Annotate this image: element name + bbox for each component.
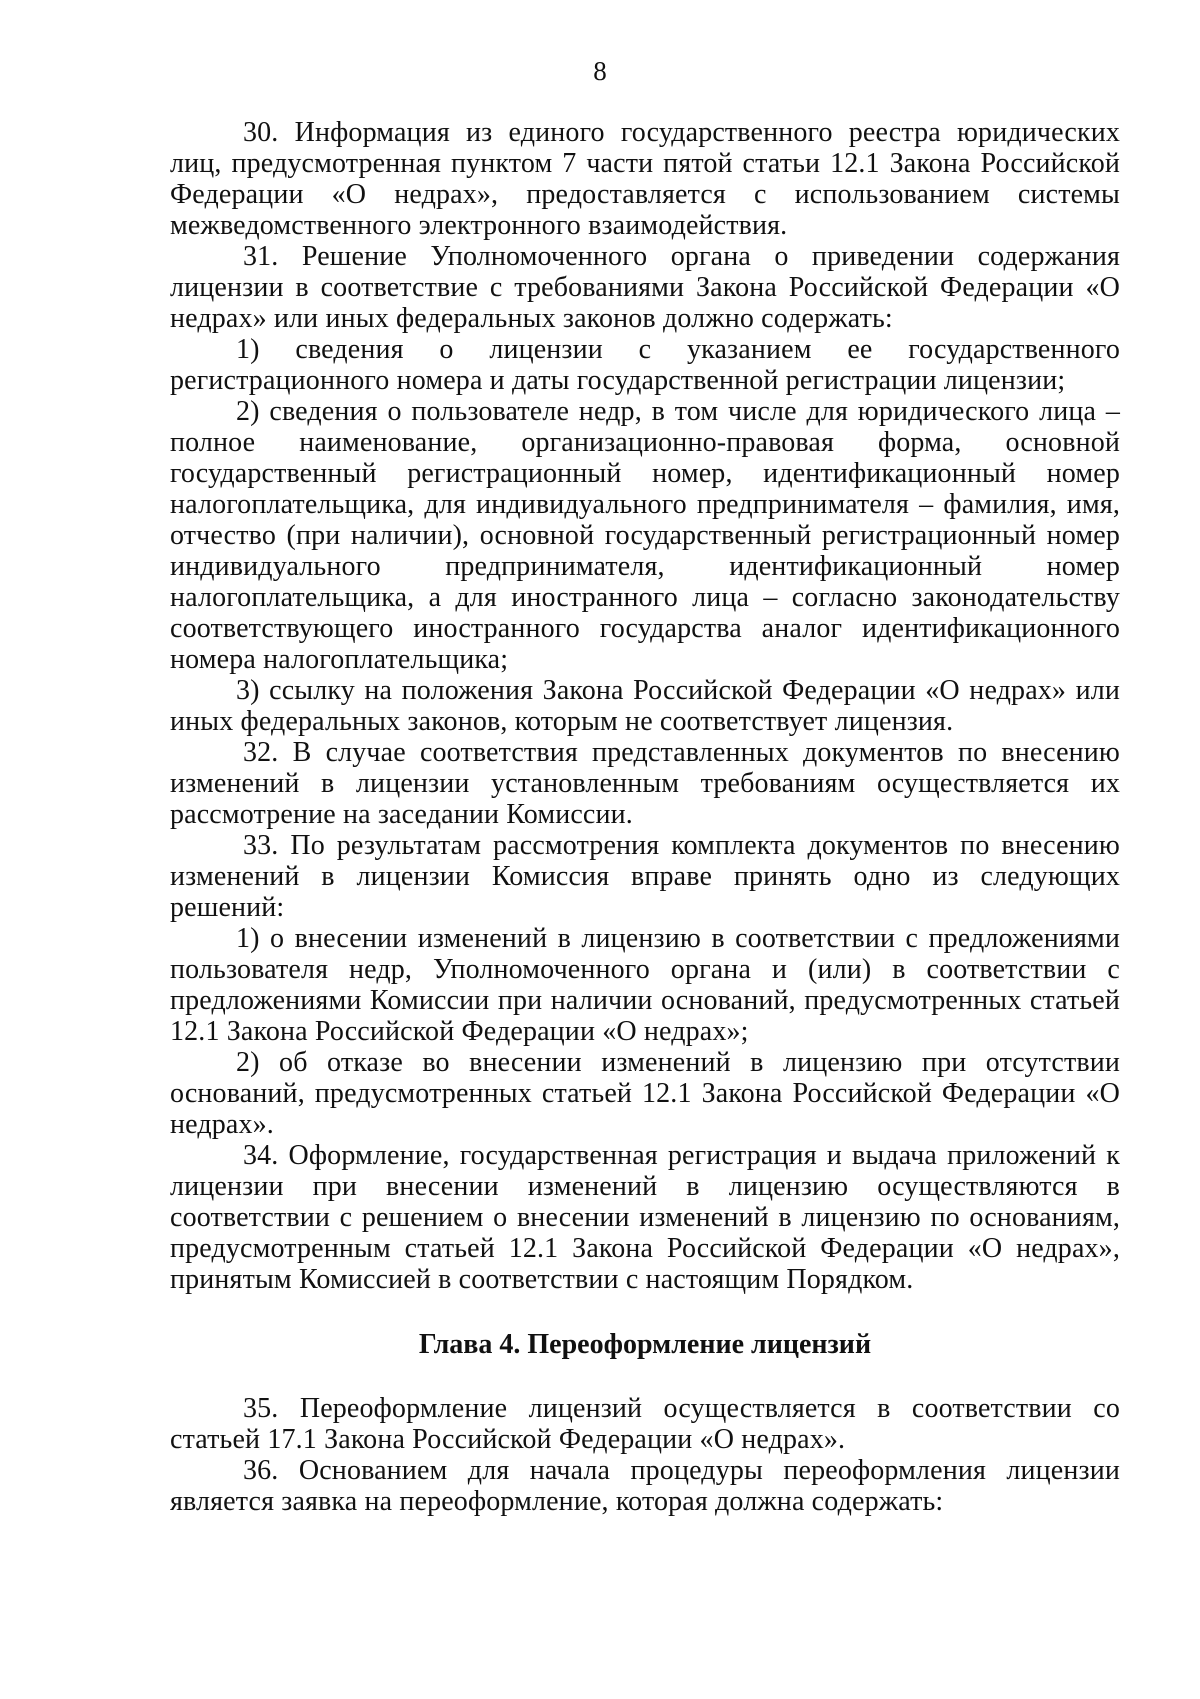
paragraph-31: 31. Решение Уполномоченного органа о приведении содержания лицензии в соответствие с требованиями Закона Российской Федерации «О недрах» или иных федеральных законов должно содержать: [170, 241, 1120, 334]
document-body [170, 117, 1120, 1517]
paragraph-31-item-1: 1) сведения о лицензии с указанием ее государственного регистрационного номера и даты государственной регистрации лицензии; [170, 334, 1120, 396]
chapter-heading: Глава 4. Переоформление лицензий [418, 1329, 872, 1360]
paragraph-33: 33. По результатам рассмотрения комплекта документов по внесению изменений в лицензии Комиссия вправе принять одно из следующих решений: [170, 830, 1120, 923]
paragraph-35: 35. Переоформление лицензий осуществляется в соответствии со статьей 17.1 Закона Российской Федерации «О недрах». [170, 1393, 1120, 1455]
paragraph-33-item-1: 1) о внесении изменений в лицензию в соответствии с предложениями пользователя недр, Уполномоченного органа и (или) в соответствии с предложениями Комиссии при наличии оснований, предусмотренных статьей 12.1 Закона Российской Федерации «О недрах»; [170, 923, 1120, 1047]
paragraph-30: 30. Информация из единого государственного реестра юридических лиц, предусмотренная пунктом 7 части пятой статьи 12.1 Закона Российской Федерации «О недрах», предоставляется с использованием системы межведомственного электронного взаимодействия. [170, 117, 1120, 241]
paragraph-32: 32. В случае соответствия представленных документов по внесению изменений в лицензии установленным требованиям осуществляется их рассмотрение на заседании Комиссии. [170, 737, 1120, 830]
paragraph-36: 36. Основанием для начала процедуры переоформления лицензии является заявка на переоформление, которая должна содержать: [170, 1455, 1120, 1517]
paragraph-34: 34. Оформление, государственная регистрация и выдача приложений к лицензии при внесении изменений в лицензию осуществляются в соответствии с решением о внесении изменений в лицензию по основаниям, предусмотренным статьей 12.1 Закона Российской Федерации «О недрах», принятым Комиссией в соответствии с настоящим Порядком. [170, 1140, 1120, 1295]
paragraph-31-item-3: 3) ссылку на положения Закона Российской Федерации «О недрах» или иных федеральных законов, которым не соответствует лицензия. [170, 675, 1120, 737]
paragraph-31-item-2: 2) сведения о пользователе недр, в том числе для юридического лица – полное наименование, организационно-правовая форма, основной государственный регистрационный номер, идентификационный номер налогоплательщика, для индивидуального предпринимателя – фамилия, имя, отчество (при наличии), основной государственный регистрационный номер индивидуального предпринимателя, идентификационный номер налогоплательщика, а для иностранного лица – согласно законодательству соответствующего иностранного государства аналог идентификационного номера налогоплательщика; [170, 396, 1120, 675]
page-number: 8 [593, 56, 607, 86]
paragraph-33-item-2: 2) об отказе во внесении изменений в лицензию при отсутствии оснований, предусмотренных статьей 12.1 Закона Российской Федерации «О недрах». [170, 1047, 1120, 1140]
